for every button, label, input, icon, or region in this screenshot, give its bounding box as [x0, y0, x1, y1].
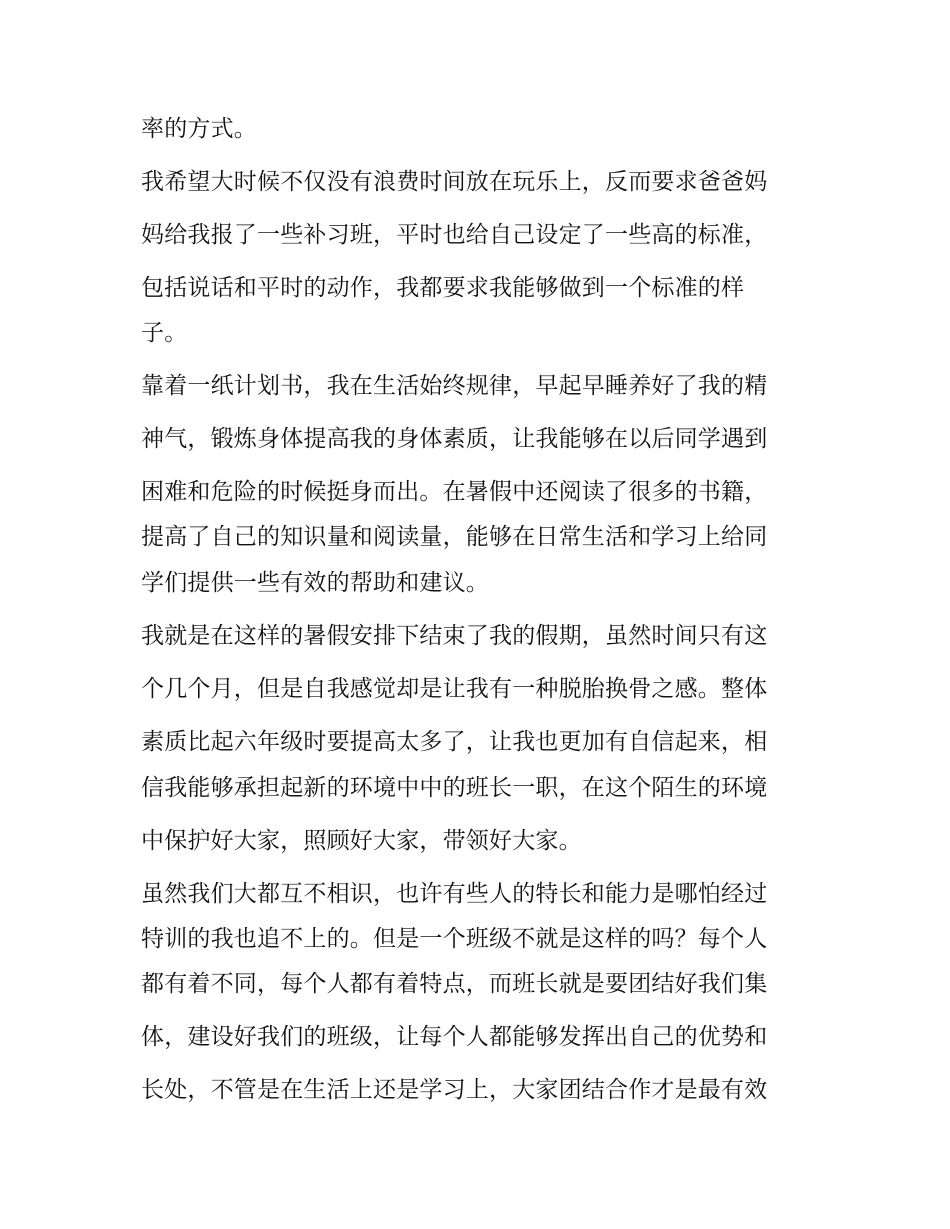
text-line: 妈给我报了一些补习班，平时也给自己设定了一些高的标准，: [141, 222, 768, 248]
text-line: 个几个月，但是自我感觉却是让我有一种脱胎换骨之感。整体: [141, 676, 768, 702]
text-line: 我就是在这样的暑假安排下结束了我的假期，虽然时间只有这: [141, 623, 768, 649]
text-line: 子。: [141, 320, 188, 346]
text-line: 包括说话和平时的动作，我都要求我能够做到一个标准的样: [141, 275, 745, 301]
text-line: 靠着一纸计划书，我在生活始终规律，早起早睡养好了我的精: [141, 373, 768, 399]
text-line: 体，建设好我们的班级，让每个人都能够发挥出自己的优势和: [141, 1024, 768, 1050]
text-line: 长处，不管是在生活上还是学习上，大家团结合作才是最有效: [141, 1077, 768, 1103]
text-line: 虽然我们大都互不相识，也许有些人的特长和能力是哪怕经过: [141, 881, 768, 907]
text-line: 神气，锻炼身体提高我的身体素质，让我能够在以后同学遇到: [141, 426, 768, 452]
text-line: 特训的我也追不上的。但是一个班级不就是这样的吗？每个人: [141, 926, 768, 952]
text-line: 我希望大时候不仅没有浪费时间放在玩乐上，反而要求爸爸妈: [141, 169, 768, 195]
text-line: 学们提供一些有效的帮助和建议。: [141, 570, 489, 596]
text-line: 率的方式。: [141, 116, 257, 142]
text-line: 困难和危险的时候挺身而出。在暑假中还阅读了很多的书籍，: [141, 479, 768, 505]
text-line: 素质比起六年级时要提高太多了，让我也更加有自信起来，相: [141, 729, 768, 755]
text-line: 信我能够承担起新的环境中中的班长一职，在这个陌生的环境: [141, 775, 768, 801]
text-line: 都有着不同，每个人都有着特点，而班长就是要团结好我们集: [141, 971, 768, 997]
text-line: 提高了自己的知识量和阅读量，能够在日常生活和学习上给同: [141, 524, 768, 550]
text-line: 中保护好大家，照顾好大家，带领好大家。: [141, 828, 582, 854]
